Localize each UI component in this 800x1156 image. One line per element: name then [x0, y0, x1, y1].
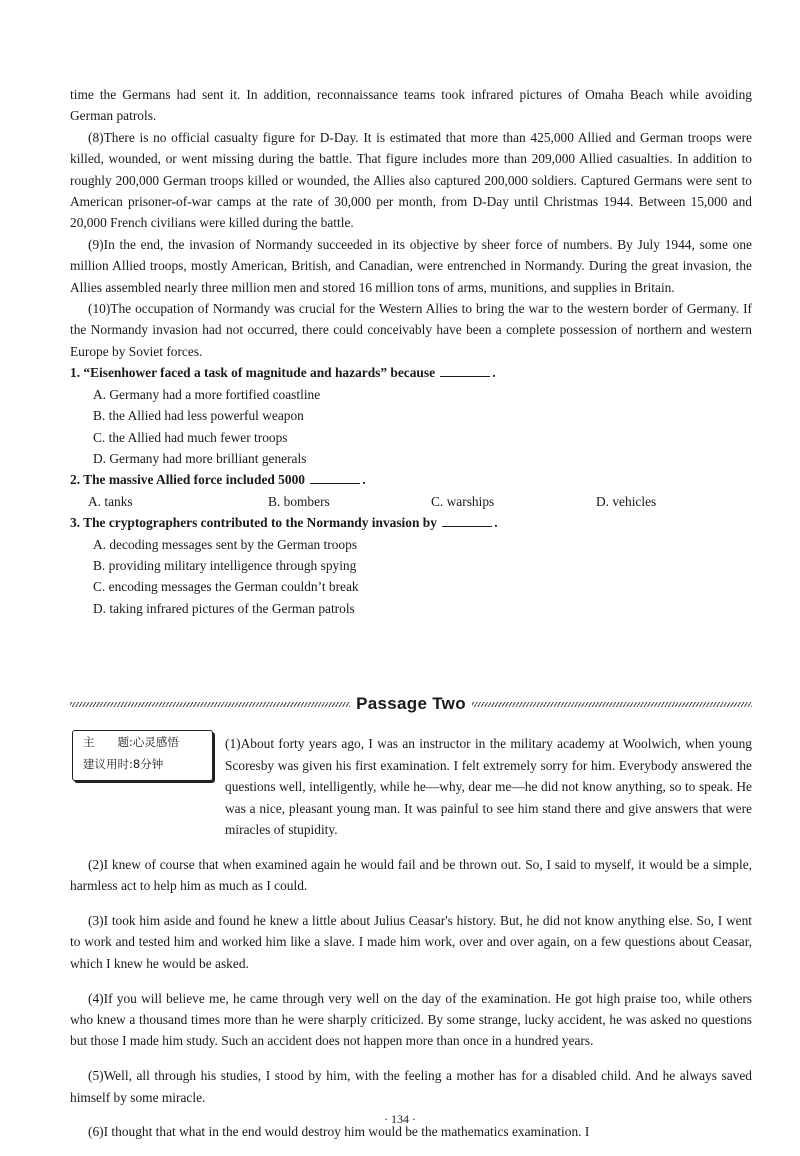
q1-option-a: A. Germany had a more fortified coastline	[93, 386, 321, 402]
q2-option-c: C. warships	[431, 493, 495, 509]
passage-two-title: Passage Two	[356, 694, 466, 713]
question-1: 1. “Eisenhower faced a task of magnitude and hazards” because .	[70, 365, 496, 381]
q3-option-d: D. taking infrared pictures of the German patrols	[93, 600, 355, 616]
q1-option-d: D. Germany had more brilliant generals	[93, 450, 307, 466]
p2-paragraph-1: (1)About forty years ago, I was an instructor in the military academy at Woolwich, when young Scoresby was given his first examination. I felt extremely sorry for him. Everybody answered the questions well, intelligently, while he—why, dear me—he did not know anything, so to speak. He was a nice, pleasant young man. It was painful to see him stand there and give answers that were miracles of stupidity.	[225, 736, 752, 838]
p2-paragraph-3: (3)I took him aside and found he knew a little about Julius Ceasar's history. But, he did not know anything else. So, I went to work and tested him and worked him like a slave. I made him work, over and over again, on a few questions about Ceasar, which I knew he would be asked.	[70, 913, 752, 971]
paragraph-9: (9)In the end, the invasion of Normandy succeeded in its objective by sheer force of numbers. By July 1944, some one million Allied troops, mostly American, British, and Canadian, were entrenched in Normandy. During the great invasion, the Allies assembled nearly three million men and stored 16 million tons of arms, munitions, and supplies in Britain.	[70, 236, 752, 295]
question-3-stem: 3. The cryptographers contributed to the Normandy invasion by	[70, 515, 437, 531]
question-2: 2. The massive Allied force included 5000 .	[70, 472, 366, 488]
q1-option-b: B. the Allied had less powerful weapon	[93, 408, 304, 424]
p2-paragraph-6: (6)I thought that what in the end would destroy him would be the mathematics examination. I	[88, 1124, 590, 1140]
suggested-time-line: 建议用时:8分钟	[83, 757, 164, 771]
topic-line: 主 题:心灵感悟	[83, 735, 179, 749]
p2-paragraph-4: (4)If you will believe me, he came through very well on the day of the examination. He got high praise too, while others who knew a thousand times more than he were sharply criticized. By some strange, lucky accident, he was asked no questions but those I made him study. Such an accident does not happen more than once in a hundred years.	[70, 990, 752, 1049]
answer-blank	[310, 471, 360, 484]
page-number: · 134 ·	[384, 1112, 416, 1126]
q3-option-c: C. encoding messages the German couldn’t break	[93, 579, 359, 595]
passage-two-header	[70, 693, 752, 715]
question-3: 3. The cryptographers contributed to the Normandy invasion by .	[70, 515, 498, 531]
q2-option-d: D. vehicles	[596, 493, 657, 509]
q3-option-b: B. providing military intelligence through spying	[93, 557, 357, 573]
hatched-rule-left	[70, 702, 350, 707]
paragraph-8: (8)There is no official casualty figure for D-Day. It is estimated that more than 425,000 Allied and German troops were killed, wounded, or went missing during the battle. That figure includes more than 209,000 Allied casualties. In addition to roughly 200,000 German troops killed or wounded, the Allies also captured 200,000 soldiers. Captured Germans were sent to American prisoner-of-war camps at the rate of 30,000 per month, from D-Day until Christmas 1944. Between 15,000 and 20,000 French civilians were killed during the battle.	[70, 129, 752, 231]
hatched-rule-right	[472, 702, 752, 707]
continued-paragraph: time the Germans had sent it. In addition, reconnaissance teams took infrared pictures of Omaha Beach while avoiding German patrols.	[70, 87, 752, 124]
passage-two-text	[70, 720, 752, 1156]
question-1-stem: 1. “Eisenhower faced a task of magnitude and hazards” because	[70, 365, 436, 381]
q2-option-b: B. bombers	[268, 493, 330, 509]
paragraph-10: (10)The occupation of Normandy was crucial for the Western Allies to bring the war to the western border of Germany. If the Normandy invasion had not occurred, there could conceivably have been a complete possession of northern and western Europe by Soviet forces.	[70, 301, 752, 359]
q1-option-c: C. the Allied had much fewer troops	[93, 429, 288, 445]
q2-options	[70, 491, 752, 512]
answer-blank	[442, 514, 492, 527]
answer-blank	[440, 364, 490, 377]
q3-option-a: A. decoding messages sent by the German troops	[93, 536, 358, 552]
question-2-stem: 2. The massive Allied force included 5000	[70, 472, 305, 488]
passage-one-text	[70, 84, 752, 619]
p2-paragraph-5: (5)Well, all through his studies, I stood by him, with the feeling a mother has for a disabled child. And he always saved himself by some miracle.	[70, 1068, 752, 1105]
q2-option-a: A. tanks	[88, 493, 133, 509]
p2-paragraph-2: (2)I knew of course that when examined again he would fail and be thrown out. So, I said to myself, it would be a simple, harmless act to help him as much as I could.	[70, 856, 752, 894]
